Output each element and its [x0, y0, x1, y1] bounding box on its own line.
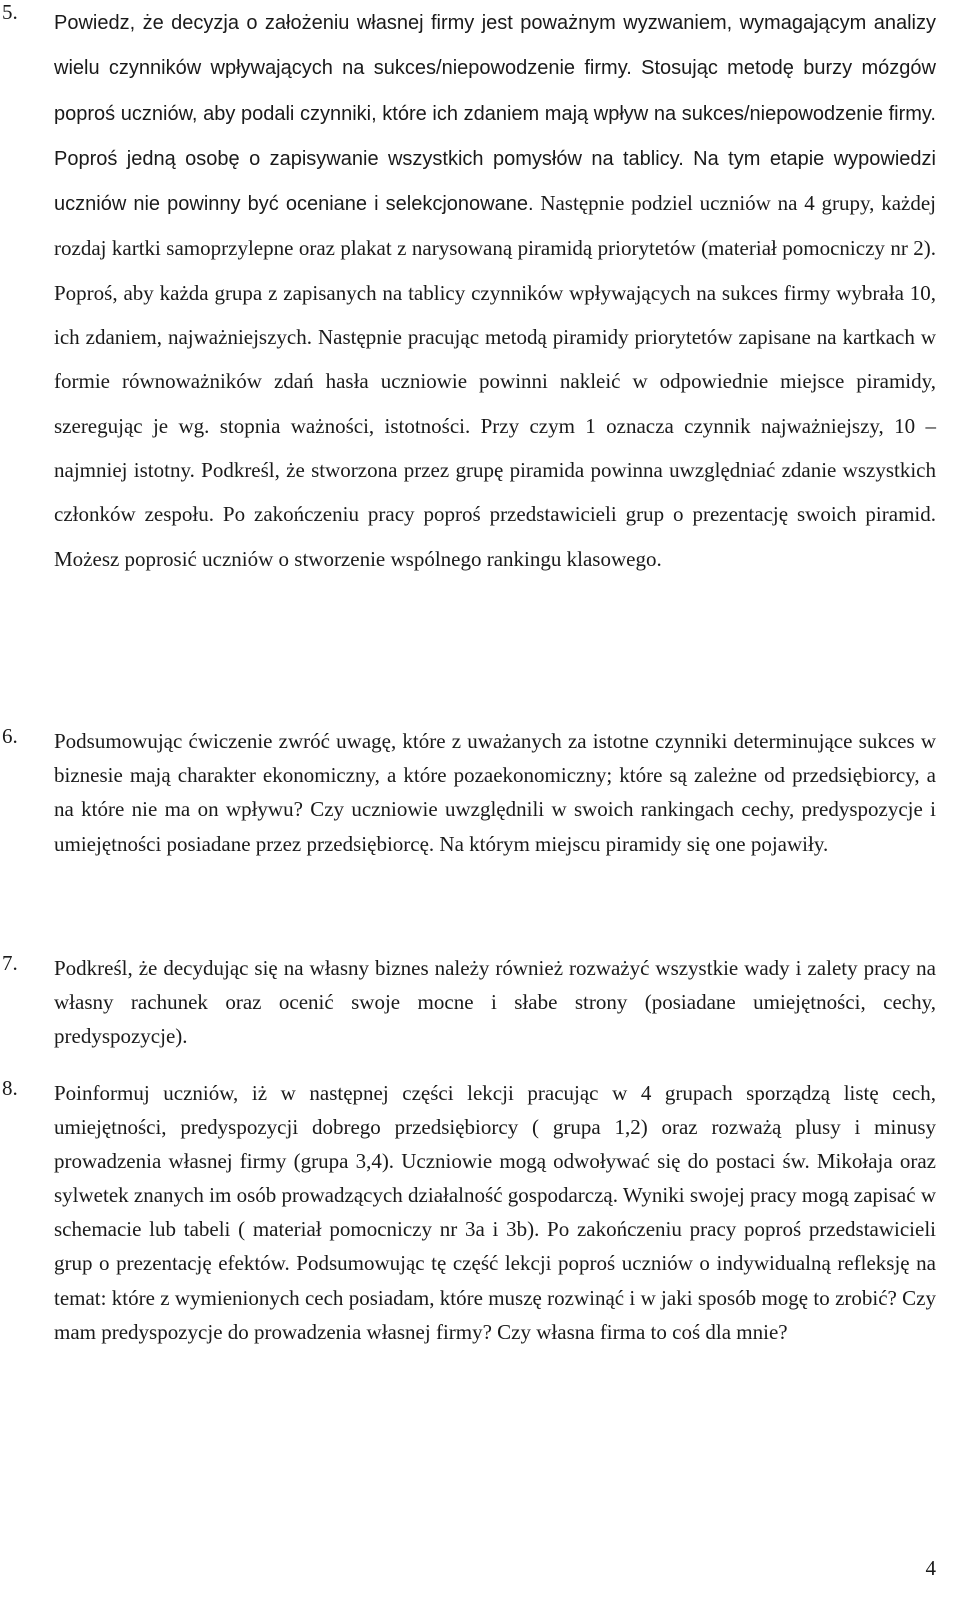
item-text: Poinformuj uczniów, iż w następnej części lekcji pracując w 4 grupach sporządzą listę cech, umiejętności, predyspozycji dobrego przedsiębiorcy ( grupa 1,2) oraz rozważą plusy i minusy prowadzenia własnej firmy (grupa 3,4). Uczniowie mogą odwoływać się do postaci św. Mikołaja oraz sylwetek znanych im osób prowadzących działalność gospodarczą. Wyniki swojej pracy mogą zapisać w schemacie lub tabeli ( materiał pomocniczy nr 3a i 3b). Po zakończeniu pracy poproś przedstawicieli grup o prezentację efektów. Podsumowując tę część lekcji poproś uczniów o indywidualną refleksję na temat: które z wymienionych cech posiadam, które muszę rozwinąć i w jaki sposób mogę to zrobić? Czy mam predyspozycje do prowadzenia własnej firmy? Czy własna firma to coś dla mnie? — [54, 1081, 936, 1344]
item-number: 8. — [2, 1076, 18, 1100]
item-number: 6. — [2, 724, 18, 748]
item-text: Podkreśl, że decydując się na własny biznes należy również rozważyć wszystkie wady i zalety pracy na własny rachunek oraz ocenić swoje mocne i słabe strony (posiadane umiejętności, cechy, predyspozycje). — [54, 956, 936, 1048]
item-text-sans-part: Powiedz, że decyzja o założeniu własnej firmy jest poważnym wyzwaniem, wymagającym analizy wielu czynników wpływających na sukces/niepowodzenie firmy. Stosując metodę burzy mózgów poproś uczniów, aby podali czynniki, które ich zdaniem mają wpływ na sukces/niepowodzenie firmy. Poproś jedną osobę o zapisywanie wszystkich pomysłów na tablicy. Na tym etapie wypowiedzi uczniów nie powinny być oceniane i selekcjonowane. — [54, 12, 936, 216]
page-number: 4 — [925, 1556, 936, 1580]
item-number: 7. — [2, 951, 18, 975]
item-text: Podsumowując ćwiczenie zwróć uwagę, które z uważanych za istotne czynniki determinujące sukces w biznesie mają charakter ekonomiczny, a które pozaekonomiczny; które są zależne od przedsiębiorcy, a na które nie ma on wpływu? Czy uczniowie uwzględnili w swoich rankingach cechy, predyspozycje i umiejętności posiadane przez przedsiębiorcę. Na którym miejscu piramidy się one pojawiły. — [54, 729, 936, 856]
item-number: 5. — [2, 0, 18, 24]
item-text-serif-part: Następnie podziel uczniów na 4 grupy, każdej rozdaj kartki samoprzylepne oraz plakat z narysowaną piramidą priorytetów (materiał pomocniczy nr 2). Poproś, aby każda grupa z zapisanych na tablicy czynników wpływających na sukces firmy wybrała 10, ich zdaniem, najważniejszych. Następnie pracując metodą piramidy priorytetów zapisane na kartkach w formie równoważników zdań hasła uczniowie powinni nakleić w odpowiednie miejsce piramidy, szeregując je wg. stopnia ważności, istotności. Przy czym 1 oznacza czynnik najważniejszy, 10 – najmniej istotny. Podkreśl, że stworzona przez grupę piramida powinna uwzględniać zdanie wszystkich członków zespołu. Po zakończeniu pracy poproś przedstawicieli grup o prezentację swoich piramid. Możesz poprosić uczniów o stworzenie wspólnego rankingu klasowego. — [54, 191, 936, 571]
item-text — [54, 0, 936, 581]
